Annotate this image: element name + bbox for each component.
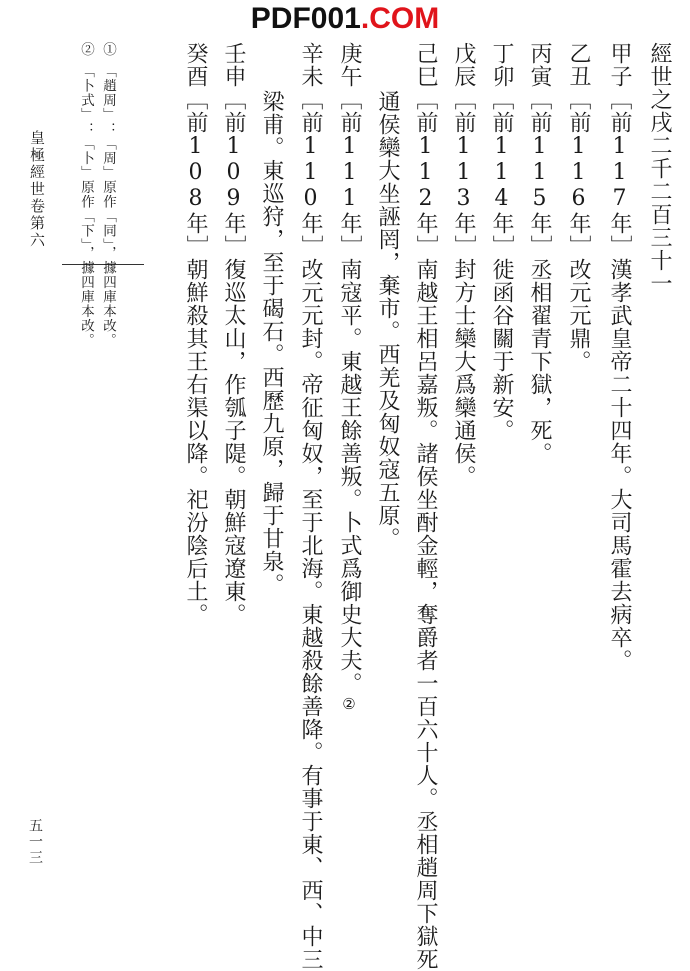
text-column-jiazi: 甲子［前117年］漢孝武皇帝二十四年。大司馬霍去病卒。 (607, 42, 632, 672)
footnote-1: ① 「趙周」：「周」原作「同」，據四庫本改。 (100, 42, 116, 348)
text-column-dingmao: 丁卯［前114年］徙函谷關于新安。 (489, 42, 514, 442)
watermark-part2: .COM (360, 2, 440, 35)
text-column-xinwei-continued: 梁甫。東巡狩，至于碣石。西歷九原，歸于甘泉。 (259, 90, 284, 596)
text-column-yichou: 乙丑［前116年］改元元鼎。 (566, 42, 591, 373)
text-column-title: 經世之戌二千二百三十一 (647, 42, 672, 295)
text-column-jisi-continued: 通侯欒大坐誣罔，棄市。西羌及匈奴寇五原。 (375, 90, 400, 550)
text-column-bingyin: 丙寅［前115年］丞相翟青下獄，死。 (527, 42, 552, 465)
page-number: 五一三 (27, 818, 43, 866)
text-column-jisi (412, 42, 438, 971)
text-column-guiyou: 癸酉［前108年］朝鮮殺其王右渠以降。祀汾陰后土。 (183, 42, 208, 626)
watermark (0, 2, 690, 36)
watermark-part1: PDF001 (250, 2, 361, 35)
running-header: 皇極經世卷第六 (28, 130, 46, 249)
text-column-renshen: 壬申［前109年］復巡太山，作瓠子隄。朝鮮寇遼東。 (221, 42, 246, 626)
note-marker-2: ② (340, 695, 358, 714)
text-column-gengwu-text: 庚午［前111年］南寇平。東越王餘善叛。卜式爲御史大夫。 (337, 42, 362, 695)
text-column-wuchen: 戊辰［前113年］封方士欒大爲欒通侯。 (451, 42, 476, 488)
text-column-gengwu (336, 42, 362, 714)
footnote-2: ② 「卜式」：「卜」原作「下」，據四庫本改。 (78, 42, 94, 348)
text-column-jisi-text: 己巳［前112年］南越王相呂嘉叛。諸侯坐酎金輕，奪爵者一百六十人。丞相趙周下獄死 (413, 42, 438, 971)
text-column-xinwei: 辛未［前110年］改元元封。帝征匈奴，至于北海。東越殺餘善降。有事于東、西、中三 (298, 42, 323, 971)
